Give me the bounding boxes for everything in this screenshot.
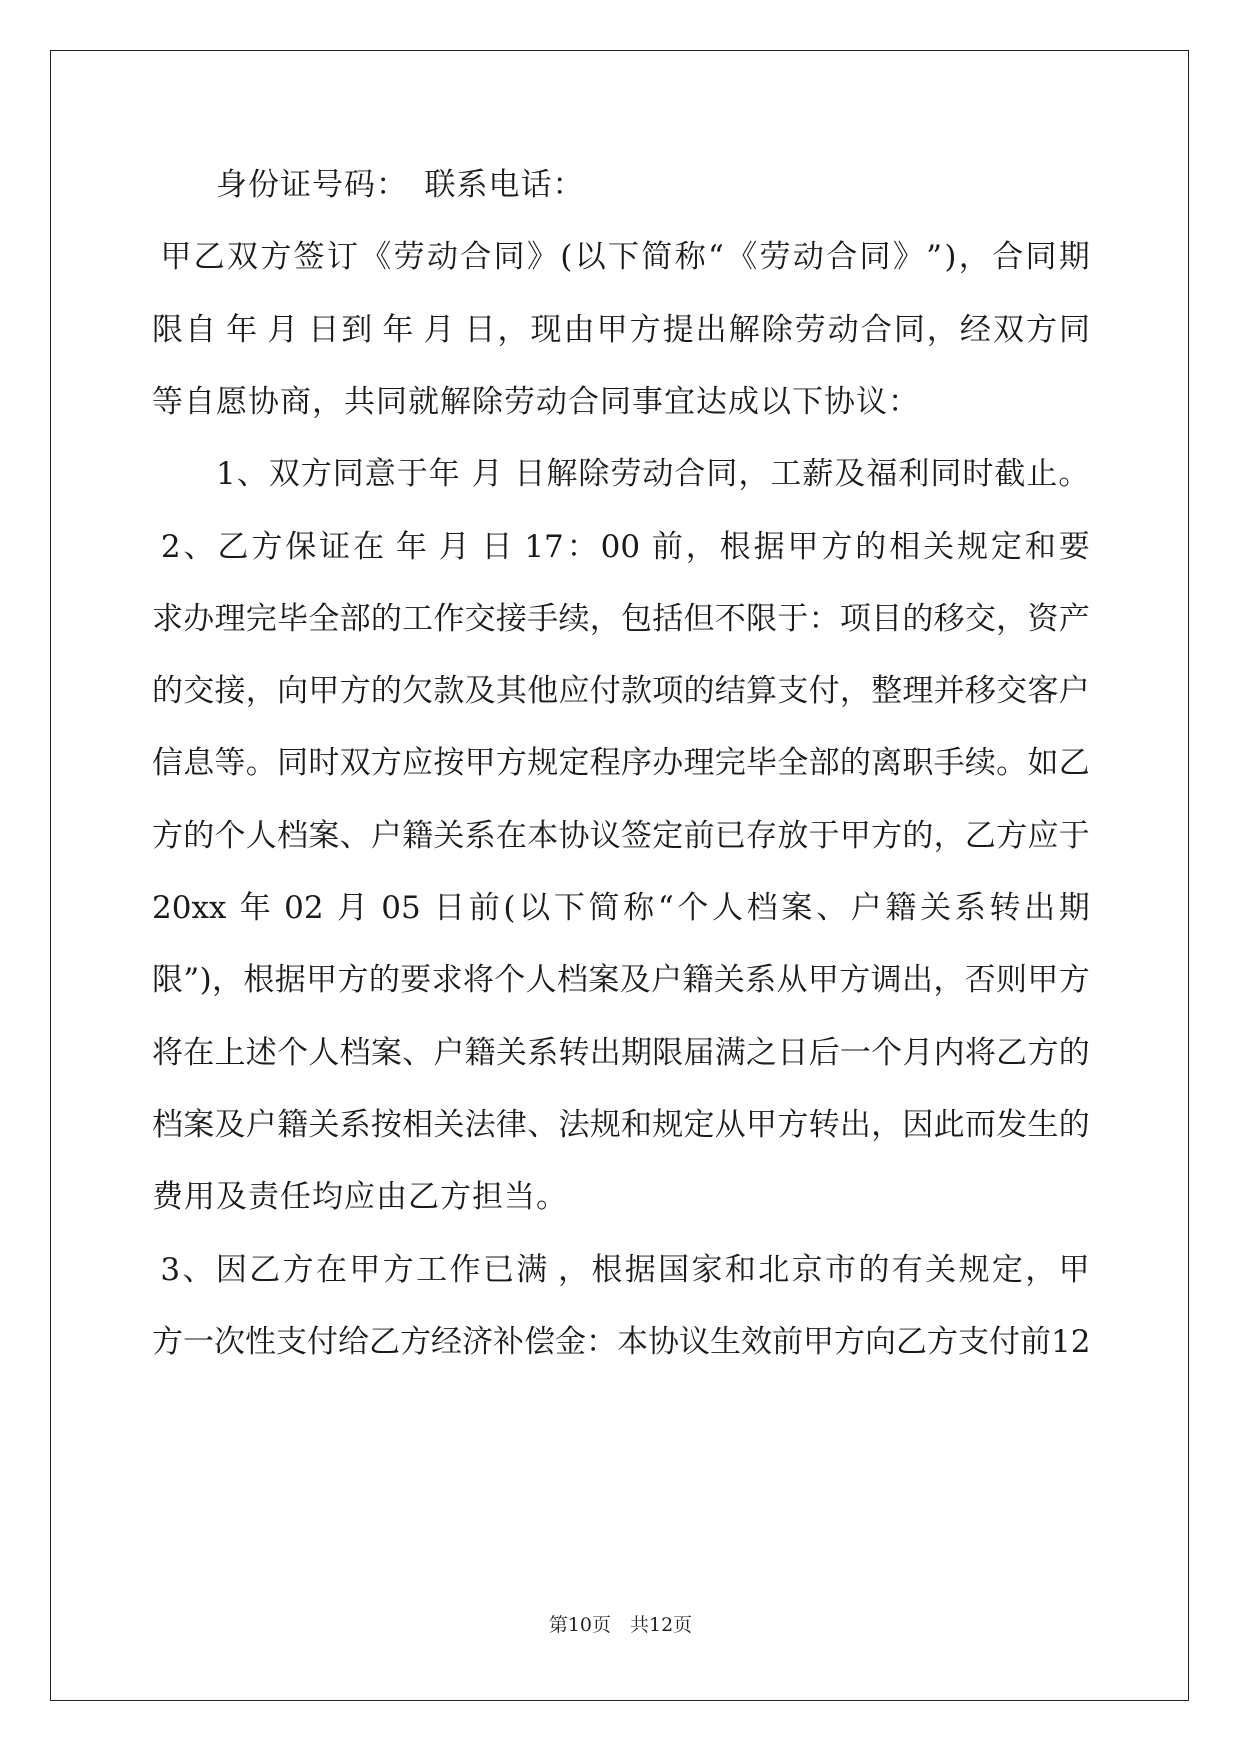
text-line: 身份证号码： 联系电话： <box>152 167 585 203</box>
text-line: 等自愿协商，共同就解除劳动合同事宜达成以下协议： <box>152 383 920 420</box>
page-footer: 第10页 共12页 <box>548 1614 693 1636</box>
text-line: 将 在 上 述 个 人 档 案 、 户 籍 关 系 转 出 期 限 届 满 之 日 后 一 个 月 内 将 乙 方 的 <box>152 1034 1090 1071</box>
text-line: 费用及责任均应由乙方担当。 <box>152 1179 568 1216</box>
text-line: 档 案 及 户 籍 关 系 按 相 关 法 律 、 法 规 和 规 定 从 甲 方 转 出 ， 因 此 而 发 生 的 <box>152 1106 1090 1143</box>
text-line: 的 交 接 ， 向 甲 方 的 欠 款 及 其 他 应 付 款 项 的 结 算 支 付 ， 整 理 并 移 交 客 户 <box>152 673 1090 710</box>
text-line: 甲 乙 双 方 签 订 《 劳 动 合 同 》 ( 以 下 简 称 “ 《 劳 动 合 同 》 ” ) ， 合 同 期 <box>160 239 1090 276</box>
text-line: 3 、 因 乙 方 在 甲 方 工 作 已 满 ， 根 据 国 家 和 北 京 市 的 有 关 规 定 ， 甲 <box>160 1251 1090 1288</box>
text-line: 方 的 个 人 档 案 、 户 籍 关 系 在 本 协 议 签 定 前 已 存 放 于 甲 方 的 ， 乙 方 应 于 <box>152 817 1090 854</box>
text-line: 信 息 等 。 同 时 双 方 应 按 甲 方 规 定 程 序 办 理 完 毕 全 部 的 离 职 手 续 。 如 乙 <box>152 745 1090 782</box>
text-line: 2 、 乙 方 保 证 在 年 月 日 17 ： 00 前 ， 根 据 甲 方 的 相 关 规 定 和 要 <box>160 528 1090 565</box>
text-line: 1、双方同意于年 月 日解除劳动合同，工薪及福利同时截止。 <box>152 456 1091 493</box>
text-line: 限 ” ) ， 根 据 甲 方 的 要 求 将 个 人 档 案 及 户 籍 关 系 从 甲 方 调 出 ， 否 则 甲 方 <box>152 962 1090 999</box>
page-border <box>50 50 1189 1701</box>
text-line: 求 办 理 完 毕 全 部 的 工 作 交 接 手 续 ， 包 括 但 不 限 于 ： 项 目 的 移 交 ， 资 产 <box>152 600 1090 637</box>
text-line: 限 自 年 月 日 到 年 月 日 ， 现 由 甲 方 提 出 解 除 劳 动 合 同 ， 经 双 方 同 <box>152 311 1090 348</box>
text-line: 20xx 年 02 月 05 日 前 ( 以 下 简 称 “ 个 人 档 案 、 户 籍 关 系 转 出 期 <box>152 890 1090 926</box>
text-line: 方 一 次 性 支 付 给 乙 方 经 济 补 偿 金 ： 本 协 议 生 效 前 甲 方 向 乙 方 支 付 前 12 <box>152 1323 1091 1360</box>
